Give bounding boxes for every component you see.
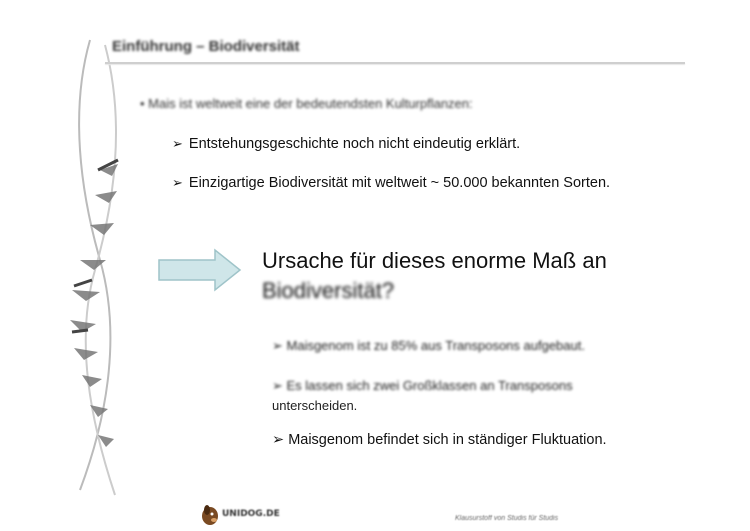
- sub-bullet-transposons: ➢ Maisgenom ist zu 85% aus Transposons aufgebaut.: [272, 338, 585, 353]
- arrow-bullet-icon: ➢: [272, 432, 285, 448]
- sub-bullet-classes-line-2: unterscheiden.: [272, 398, 358, 413]
- question-heading: [262, 246, 682, 306]
- intro-bullet: • Mais ist weltweit eine der bedeutendsten Kulturpflanzen:: [140, 96, 473, 111]
- sub-bullet-classes-line-1: ➢ Es lassen sich zwei Großklassen an Transposons: [272, 378, 573, 393]
- list-item: [172, 175, 610, 191]
- arrow-bullet-icon: ➢: [172, 175, 183, 190]
- right-arrow-icon: [157, 248, 242, 292]
- sub-bullet-classes: [272, 376, 672, 416]
- sub-bullet-fluctuation-text: Maisgenom befindet sich in ständiger Fluktuation.: [288, 432, 607, 448]
- footer-text: Klausurstoff von Studis für Studis: [455, 515, 559, 522]
- dna-helix-decoration: [60, 30, 150, 500]
- title-divider: [105, 62, 685, 64]
- heading-line-1: Ursache für dieses enorme Maß an: [262, 248, 607, 273]
- bullet-text: Entstehungsgeschichte noch nicht eindeutig erklärt.: [188, 136, 521, 152]
- slide-title: Einführung – Biodiversität: [112, 38, 300, 55]
- bullet-text: Einzigartige Biodiversität mit weltweit ~ 50.000 bekannten Sorten.: [188, 175, 611, 191]
- arrow-bullet-icon: ➢: [172, 136, 183, 151]
- logo-text[interactable]: UNIDOG.DE: [222, 509, 280, 519]
- heading-line-2: Biodiversität?: [262, 278, 395, 303]
- sub-bullet-fluctuation: [272, 432, 607, 448]
- list-item: [172, 136, 520, 152]
